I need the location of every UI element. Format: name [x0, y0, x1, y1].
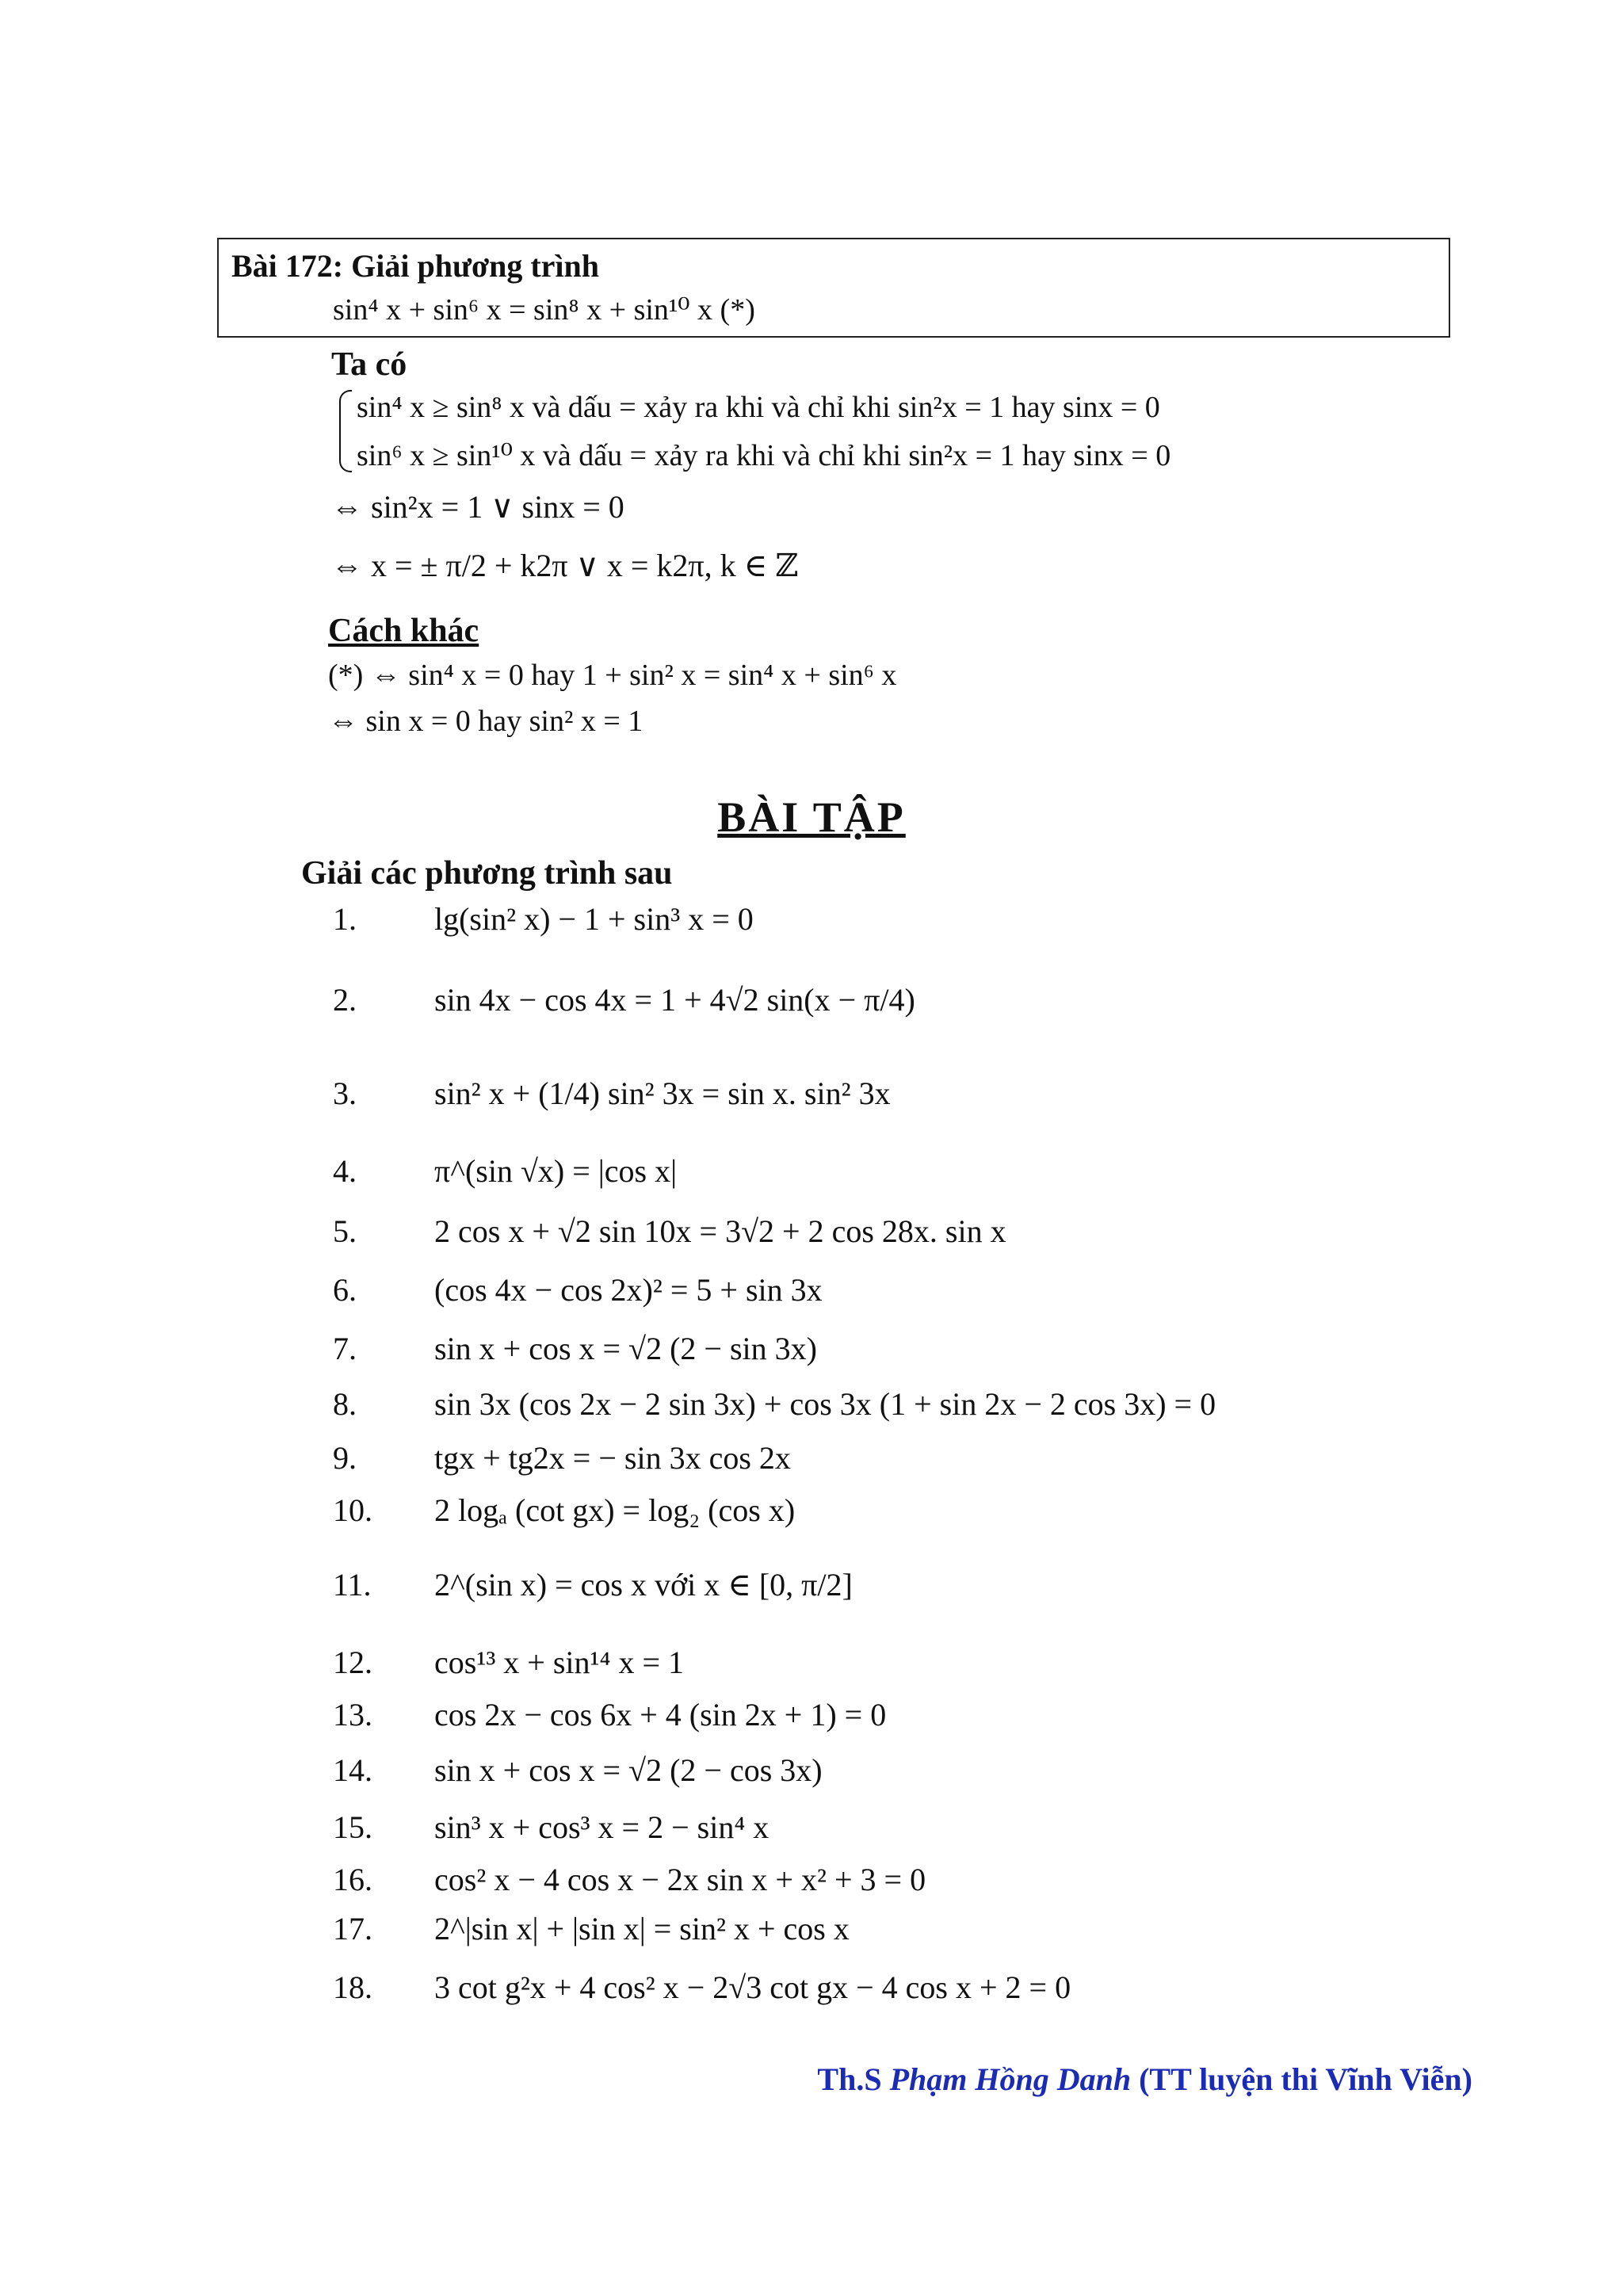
exercise-number: 1.: [333, 901, 357, 937]
system-line-2: sin⁶ x ≥ sin¹⁰ x và dấu = xảy ra khi và chỉ khi sin²x = 1 hay sinx = 0: [357, 439, 1171, 472]
exercise-number: 4.: [333, 1153, 357, 1189]
exercise-equation: sin x + cos x = √2 (2 − cos 3x): [434, 1752, 823, 1788]
exercise-equation: 3 cot g²x + 4 cos² x − 2√3 cot gx − 4 cos x + 2 = 0: [434, 1969, 1071, 2005]
exercise-equation: sin 3x (cos 2x − 2 sin 3x) + cos 3x (1 + sin 2x − 2 cos 3x) = 0: [434, 1386, 1216, 1422]
exercise-number: 16.: [333, 1862, 372, 1897]
exercise-number: 12.: [333, 1645, 372, 1680]
exercise-number: 9.: [333, 1440, 357, 1476]
problem-title: Bài 172: Giải phương trình: [231, 248, 600, 284]
exercise-number: 11.: [333, 1567, 372, 1603]
exercise-equation: cos² x − 4 cos x − 2x sin x + x² + 3 = 0: [434, 1862, 926, 1897]
problem-equation: sin⁴ x + sin⁶ x = sin⁸ x + sin¹⁰ x (*): [333, 293, 755, 327]
exercise-equation: 2 cos x + √2 sin 10x = 3√2 + 2 cos 28x. sin x: [434, 1213, 1006, 1249]
exercise-number: 13.: [333, 1697, 372, 1733]
exercise-number: 7.: [333, 1331, 357, 1366]
alt-method-title: Cách khác: [328, 613, 479, 649]
system-brace: [339, 390, 352, 472]
author-credit: [817, 2061, 1472, 2098]
exercise-equation: π^(sin √x) = |cos x|: [434, 1153, 678, 1189]
exercise-equation: sin³ x + cos³ x = 2 − sin⁴ x: [434, 1809, 769, 1845]
exercise-equation: 2^|sin x| + |sin x| = sin² x + cos x: [434, 1911, 850, 1946]
exercise-number: 18.: [333, 1969, 372, 2005]
solution-intro: Ta có: [331, 346, 407, 383]
exercise-number: 6.: [333, 1272, 357, 1308]
system-line-1: sin⁴ x ≥ sin⁸ x và dấu = xảy ra khi và chỉ khi sin²x = 1 hay sinx = 0: [357, 391, 1160, 424]
exercise-number: 15.: [333, 1809, 372, 1845]
exercise-equation: sin x + cos x = √2 (2 − sin 3x): [434, 1331, 817, 1366]
exercise-equation: 2^(sin x) = cos x với x ∈ [0, π/2]: [434, 1567, 853, 1603]
exercise-equation: cos 2x − cos 6x + 4 (sin 2x + 1) = 0: [434, 1697, 887, 1733]
solution-step-2: ⇔ x = ± π/2 + k2π ∨ x = k2π, k ∈ ℤ: [331, 548, 799, 583]
exercise-equation: sin 4x − cos 4x = 1 + 4√2 sin(x − π/4): [434, 982, 915, 1018]
exercises-heading: BÀI TẬP: [717, 793, 906, 841]
exercise-number: 14.: [333, 1752, 372, 1788]
alt-step-2: ⇔ sin x = 0 hay sin² x = 1: [328, 705, 643, 738]
exercise-equation: lg(sin² x) − 1 + sin³ x = 0: [434, 901, 754, 937]
alt-step-1: (*) ⇔ sin⁴ x = 0 hay 1 + sin² x = sin⁴ x + sin⁶ x: [328, 659, 897, 692]
author-name: Phạm Hồng Danh: [889, 2061, 1132, 2097]
author-prefix: Th.S: [817, 2061, 882, 2097]
exercise-equation: (cos 4x − cos 2x)² = 5 + sin 3x: [434, 1272, 823, 1308]
exercise-equation: 2 logₐ (cot gx) = log₂ (cos x): [434, 1492, 796, 1528]
author-affiliation: (TT luyện thi Vĩnh Viễn): [1139, 2061, 1472, 2097]
exercises-instruction: Giải các phương trình sau: [301, 855, 673, 892]
exercise-equation: cos¹³ x + sin¹⁴ x = 1: [434, 1645, 685, 1680]
exercise-number: 8.: [333, 1386, 357, 1422]
exercise-number: 2.: [333, 982, 357, 1018]
solution-step-1: ⇔ sin²x = 1 ∨ sinx = 0: [331, 489, 624, 525]
exercise-number: 17.: [333, 1911, 372, 1946]
exercise-equation: sin² x + (1/4) sin² 3x = sin x. sin² 3x: [434, 1075, 891, 1111]
exercise-number: 5.: [333, 1213, 357, 1249]
exercise-equation: tgx + tg2x = − sin 3x cos 2x: [434, 1440, 791, 1476]
exercise-number: 3.: [333, 1075, 357, 1111]
exercise-number: 10.: [333, 1492, 372, 1528]
